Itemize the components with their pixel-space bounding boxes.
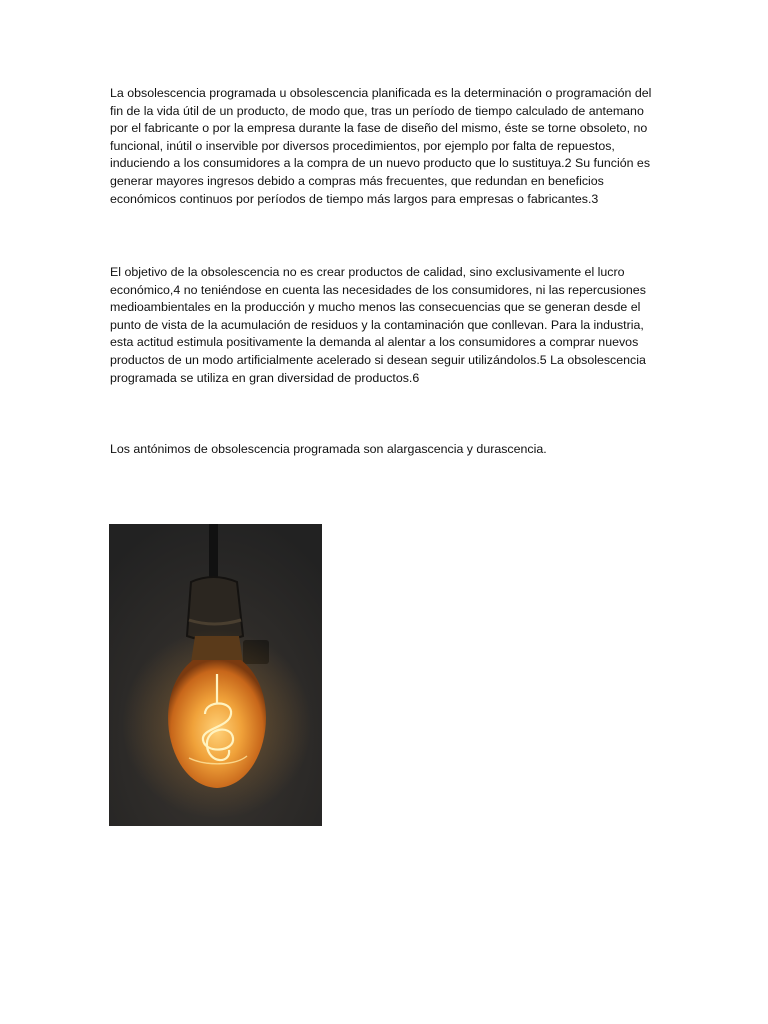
paragraph-definition: La obsolescencia programada u obsolescencia planificada es la determinación o programación del fin de la vida útil de un producto, de modo que, tras un período de tiempo calculado de antemano por el fabricante o por la empresa durante la fase de diseño del mismo, éste se torne obsoleto, no funcional, inútil o inservible por diversos procedimientos, por ejemplo por falta de repuestos, induciendo a los consumidores a la compra de un nuevo producto que lo sustituya.2 Su función es generar mayores ingresos debido a compras más frecuentes, que redundan en beneficios económicos continuos por períodos de tiempo más largos para empresas o fabricantes.3 — [110, 86, 652, 206]
paragraph-objective: El objetivo de la obsolescencia no es crear productos de calidad, sino exclusivamente el lucro económico,4 no teniéndose en cuenta las necesidades de los consumidores, ni las repercusiones medioambientales en la producción y mucho menos las consecuencias que se generan desde el punto de vista de la acumulación de residuos y la contaminación que conllevan. Para la industria, esta actitud estimula positivamente la demanda al alentar a los consumidores a comprar nuevos productos de un modo artificialmente acelerado si desean seguir utilizándolos.5 La obsolescencia programada se utiliza en gran diversidad de productos.6 — [110, 265, 646, 385]
light-bulb-photo — [109, 524, 322, 826]
paragraph-antonyms: Los antónimos de obsolescencia programada son alargascencia y durascencia. — [110, 442, 547, 456]
